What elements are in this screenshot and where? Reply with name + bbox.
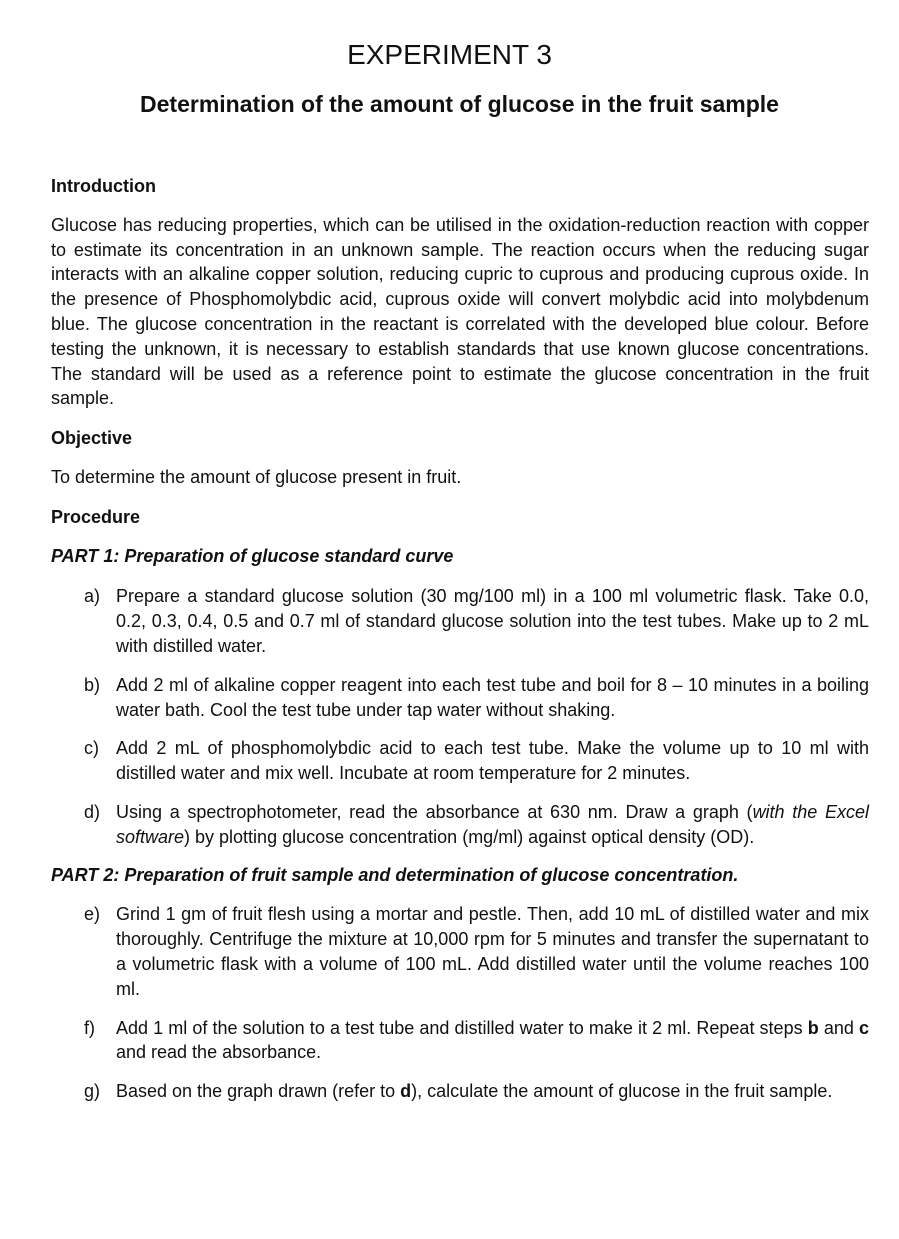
objective-heading: Objective	[51, 428, 133, 449]
step-letter: a)	[84, 586, 101, 607]
step-text: Add 2 ml of alkaline copper reagent into each test tube and boil for 8 – 10 minutes in a boiling water bath. Cool the test tube under tap water without shaking.	[116, 674, 869, 720]
step-ref-bold: d	[400, 1081, 412, 1102]
step-text-italic: with the Excel software	[116, 801, 869, 847]
step-letter: d)	[84, 801, 101, 822]
step-letter: f)	[84, 1017, 95, 1038]
step-text: ), calculate the amount of glucose in the fruit sample.	[411, 1081, 833, 1102]
step-text: Using a spectrophotometer, read the absorbance at 630 nm. Draw a graph (	[116, 801, 753, 822]
step-text: ) by plotting glucose concentration (mg/ml) against optical density (OD).	[184, 826, 755, 847]
step-a	[51, 584, 869, 658]
step-text: Based on the graph drawn (refer to	[116, 1081, 401, 1102]
step-text: and read the absorbance.	[116, 1042, 322, 1063]
part1-title: PART 1: Preparation of glucose standard curve	[51, 545, 454, 566]
step-text: Add 2 mL of phosphomolybdic acid to each test tube. Make the volume up to 10 ml with distilled water and mix well. Incubate at room temperature for 2 minutes.	[116, 738, 869, 784]
introduction-paragraph: Glucose has reducing properties, which can be utilised in the oxidation-reduction reaction with copper to estimate its concentration in an unknown sample. The reaction occurs when the reducing sugar interacts with an alkaline copper solution, reducing cupric to cuprous and producing cuprous oxide. In the presence of Phosphomolybdic acid, cuprous oxide will convert molybdic acid into molybdenum blue. The glucose concentration in the reactant is correlated with the developed blue colour. Before testing the unknown, it is necessary to establish standards that use known glucose concentrations. The standard will be used as a reference point to estimate the glucose concentration in the fruit sample.	[51, 214, 869, 409]
document-title: EXPERIMENT 3	[347, 39, 552, 70]
objective-paragraph: To determine the amount of glucose present in fruit.	[51, 466, 462, 487]
step-letter: b)	[84, 674, 101, 695]
step-f	[51, 1016, 869, 1066]
part2-steps	[51, 902, 869, 1104]
part1-steps	[51, 584, 869, 849]
step-letter: c)	[84, 738, 99, 759]
introduction-heading: Introduction	[51, 176, 156, 196]
step-letter: g)	[84, 1081, 101, 1102]
step-c	[51, 736, 869, 786]
step-d	[51, 800, 869, 850]
step-e	[51, 902, 869, 1001]
step-b	[51, 673, 869, 723]
document-subtitle: Determination of the amount of glucose in the fruit sample	[140, 91, 779, 117]
document-body	[51, 174, 869, 1104]
step-text: Grind 1 gm of fruit flesh using a mortar and pestle. Then, add 10 mL of distilled water and mix thoroughly. Centrifuge the mixture at 10,000 rpm for 5 minutes and transfer the supernatant to a volumetric flask with a volume of 100 mL. Add distilled water until the volume reaches 100 ml.	[116, 904, 869, 999]
procedure-heading: Procedure	[51, 506, 141, 527]
step-ref-bold: c	[858, 1017, 869, 1038]
step-text: Prepare a standard glucose solution (30 mg/100 ml) in a 100 ml volumetric flask. Take 0.0, 0.2, 0.3, 0.4, 0.5 and 0.7 ml of standard glucose solution into the test tubes. Make up to 2 mL with distilled water.	[116, 586, 869, 656]
step-text: Add 1 ml of the solution to a test tube and distilled water to make it 2 ml. Repeat steps	[116, 1017, 808, 1038]
step-letter: e)	[84, 904, 101, 925]
step-g	[51, 1079, 869, 1104]
part2-title: PART 2: Preparation of fruit sample and determination of glucose concentration.	[51, 864, 739, 885]
step-ref-bold: b	[807, 1017, 819, 1038]
step-text: and	[818, 1017, 859, 1038]
